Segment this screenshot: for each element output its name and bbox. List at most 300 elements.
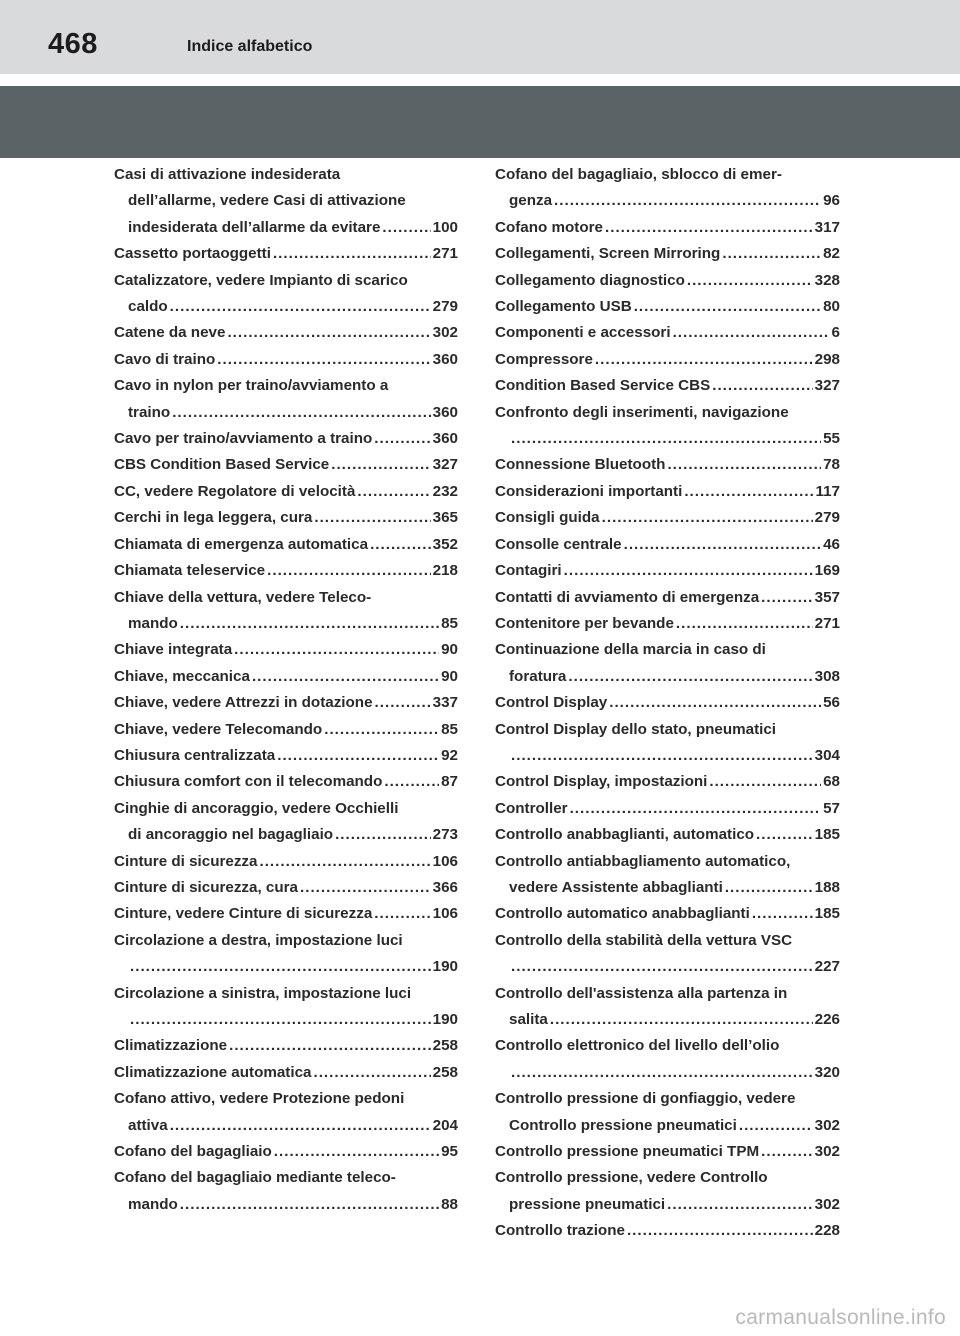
index-entry-page: 46 — [823, 535, 840, 553]
leader-dots — [170, 294, 431, 320]
leader-dots — [274, 1139, 439, 1165]
index-entry-line — [114, 1033, 458, 1059]
index-entry — [114, 505, 458, 531]
index-entry-text: Collegamento USB — [495, 298, 632, 316]
index-entry — [495, 505, 840, 531]
leader-dots — [300, 875, 431, 901]
leader-dots — [370, 532, 431, 558]
index-entry-continuation — [114, 294, 458, 320]
index-entry-page: 302 — [814, 1116, 840, 1134]
index-entry-line — [114, 505, 458, 531]
index-entry-line — [114, 796, 458, 822]
leader-dots — [752, 901, 813, 927]
index-entry-line — [114, 268, 458, 294]
index-entry — [495, 769, 840, 795]
index-entry-continuation — [495, 664, 840, 690]
leader-dots — [180, 611, 439, 637]
index-entry — [495, 162, 840, 215]
index-entry-line — [114, 901, 458, 927]
leader-dots — [172, 400, 430, 426]
index-entry — [495, 452, 840, 478]
index-entry-page: 227 — [814, 958, 840, 976]
leader-dots — [564, 558, 813, 584]
leader-dots — [384, 769, 439, 795]
index-entry-page: 328 — [814, 271, 840, 289]
index-entry-page: 68 — [823, 773, 840, 791]
index-entry-text: Controllo anabbaglianti, automatico — [495, 826, 755, 844]
index-entry-line — [495, 611, 840, 637]
index-entry — [495, 928, 840, 981]
index-entry-line — [495, 400, 840, 426]
index-entry-text: Control Display — [495, 694, 608, 712]
index-entry-line — [114, 426, 458, 452]
index-entry-page: 90 — [441, 667, 458, 685]
index-entry — [495, 373, 840, 399]
leader-dots — [252, 664, 439, 690]
leader-dots — [170, 1113, 431, 1139]
index-entry-line — [495, 796, 840, 822]
index-entry-page: 258 — [432, 1037, 458, 1055]
index-entry — [114, 1086, 458, 1139]
index-entry-text: Catalizzatore, vedere Impianto di scarico — [114, 271, 408, 289]
leader-dots — [624, 532, 821, 558]
index-entry-text: Controllo pressione di gonfiaggio, vedere — [495, 1090, 796, 1108]
page-number: 468 — [48, 28, 98, 60]
index-entry — [114, 717, 458, 743]
index-entry-page: 360 — [432, 350, 458, 368]
index-entry-page: 188 — [814, 878, 840, 896]
index-entry — [114, 373, 458, 426]
index-entry-text: Contagiri — [495, 562, 562, 580]
index-entry-text: indesiderata dell’allarme da evitare — [128, 218, 381, 236]
index-entry-text: CBS Condition Based Service — [114, 456, 330, 474]
index-entry-text: Collegamenti, Screen Mirroring — [495, 245, 721, 263]
index-entry-text: Controllo trazione — [495, 1222, 625, 1240]
index-entry-line — [495, 1033, 840, 1059]
index-entry-text: Control Display, impostazioni — [495, 773, 708, 791]
index-entry-line — [114, 1139, 458, 1165]
index-entry-line — [495, 901, 840, 927]
leader-dots — [314, 505, 430, 531]
leader-dots — [259, 849, 430, 875]
index-entry-text: Chiusura comfort con il telecomando — [114, 773, 383, 791]
index-entry-text: Cofano motore — [495, 218, 603, 236]
index-entry — [495, 717, 840, 770]
leader-dots — [602, 505, 813, 531]
leader-dots — [687, 268, 813, 294]
leader-dots — [313, 1060, 430, 1086]
index-entry-page: 327 — [432, 456, 458, 474]
index-entry — [114, 241, 458, 267]
leader-dots — [130, 954, 431, 980]
index-entry-page: 258 — [432, 1063, 458, 1081]
index-entry — [114, 1165, 458, 1218]
index-entry-line — [114, 743, 458, 769]
index-entry-line — [495, 505, 840, 531]
index-entry-text: Cassetto portaoggetti — [114, 245, 271, 263]
index-entry-text: Climatizzazione — [114, 1037, 228, 1055]
index-entry-page: 90 — [441, 641, 458, 659]
index-entry-line — [114, 241, 458, 267]
leader-dots — [331, 452, 430, 478]
index-entry-text: Circolazione a destra, impostazione luci — [114, 931, 403, 949]
index-entry — [114, 928, 458, 981]
index-entry-text: Collegamento diagnostico — [495, 271, 685, 289]
leader-dots — [761, 1139, 813, 1165]
index-entry-line — [495, 452, 840, 478]
leader-dots — [568, 664, 812, 690]
leader-dots — [739, 1113, 813, 1139]
index-entry-continuation — [114, 822, 458, 848]
index-entry-page: 100 — [432, 218, 458, 236]
leader-dots — [634, 294, 821, 320]
index-entry — [114, 875, 458, 901]
index-entry-text: Cofano del bagagliaio — [114, 1143, 272, 1161]
index-entry-page: 190 — [432, 1011, 458, 1028]
index-entry-line — [495, 981, 840, 1007]
index-entry-text: Cavo per traino/avviamento a traino — [114, 430, 373, 448]
index-entry — [495, 479, 840, 505]
header-gap — [0, 74, 960, 86]
index-entry-text: Chiave, vedere Telecomando — [114, 720, 323, 738]
index-entry-text: Cavo in nylon per traino/avviamento a — [114, 377, 389, 395]
index-entry-line — [495, 1086, 840, 1112]
index-entry-page: 96 — [823, 192, 840, 210]
index-entry-page: 304 — [814, 746, 840, 764]
index-entry-text: pressione pneumatici — [509, 1195, 666, 1213]
index-entry — [114, 901, 458, 927]
index-entry — [114, 1060, 458, 1086]
index-entry — [495, 981, 840, 1034]
index-entry — [114, 1139, 458, 1165]
index-entry — [495, 849, 840, 902]
index-entry-line — [114, 690, 458, 716]
index-entry-text: Catene da neve — [114, 324, 226, 342]
index-entry-text: traino — [128, 403, 171, 421]
index-entry-continuation — [114, 1007, 458, 1033]
index-entry-text: Climatizzazione automatica — [114, 1063, 312, 1081]
index-entry — [114, 637, 458, 663]
index-entry-text: foratura — [509, 667, 567, 685]
leader-dots — [130, 1007, 431, 1033]
index-entry-text: Confronto degli inserimenti, navigazione — [495, 403, 789, 421]
index-entry-text: Chiave, vedere Attrezzi in dotazione — [114, 694, 373, 712]
index-entry-continuation — [114, 215, 458, 241]
index-entry-text: mando — [128, 1195, 178, 1213]
index-entry — [495, 637, 840, 690]
index-entry — [495, 1218, 840, 1244]
index-entry-line — [114, 981, 458, 1007]
index-entry — [114, 1033, 458, 1059]
index-entry-continuation — [495, 954, 840, 980]
index-entry-page: 228 — [814, 1222, 840, 1240]
index-entry-page: 302 — [814, 1195, 840, 1213]
leader-dots — [676, 611, 813, 637]
leader-dots — [722, 241, 821, 267]
leader-dots — [667, 452, 821, 478]
index-entry — [114, 849, 458, 875]
index-entry-page: 106 — [432, 852, 458, 870]
index-entry-text: vedere Assistente abbaglianti — [509, 878, 723, 896]
index-entry — [495, 611, 840, 637]
index-entry-page: 279 — [432, 298, 458, 316]
index-entry-line — [114, 452, 458, 478]
index-entry — [495, 1165, 840, 1218]
index-entry-page: 6 — [831, 324, 840, 342]
index-entry-line — [114, 479, 458, 505]
index-entry-text: Chiave integrata — [114, 641, 233, 659]
leader-dots — [511, 743, 813, 769]
index-entry-text: Considerazioni importanti — [495, 482, 683, 500]
index-entry-text: dell’allarme, vedere Casi di attivazione — [128, 192, 406, 210]
index-entry-page: 365 — [432, 509, 458, 527]
index-entry-line — [495, 928, 840, 954]
index-entry-page: 57 — [823, 799, 840, 817]
leader-dots — [229, 1033, 431, 1059]
index-entry-text: Consigli guida — [495, 509, 600, 527]
index-entry-continuation — [114, 1113, 458, 1139]
leader-dots — [375, 690, 431, 716]
index-entry-text: Controllo della stabilità della vettura VSC — [495, 931, 793, 949]
index-entry-line — [495, 1139, 840, 1165]
leader-dots — [357, 479, 430, 505]
leader-dots — [609, 690, 821, 716]
index-entry-text: Cinture, vedere Cinture di sicurezza — [114, 905, 373, 923]
index-entry-line — [495, 320, 840, 346]
index-entry-page: 185 — [814, 905, 840, 923]
index-entry-page: 95 — [441, 1143, 458, 1161]
leader-dots — [324, 717, 439, 743]
index-entry — [495, 1086, 840, 1139]
index-entry-text: Connessione Bluetooth — [495, 456, 666, 474]
index-entry-page: 279 — [814, 509, 840, 527]
index-entry-page: 85 — [441, 720, 458, 738]
index-entry — [114, 664, 458, 690]
index-entry-page: 82 — [823, 245, 840, 263]
index-entry-page: 273 — [432, 826, 458, 844]
index-entry-line — [495, 532, 840, 558]
index-entry-text: Consolle centrale — [495, 535, 622, 553]
index-entry-text: attiva — [128, 1116, 168, 1134]
index-entry-line — [495, 637, 840, 663]
index-entry-text: Cinture di sicurezza, cura — [114, 878, 298, 896]
index-entry-page: 78 — [823, 456, 840, 474]
index-entry-page: 88 — [441, 1195, 458, 1213]
index-entry-line — [495, 849, 840, 875]
index-entry — [114, 585, 458, 638]
index-entry-line — [495, 558, 840, 584]
leader-dots — [595, 347, 813, 373]
index-entry-text: Cofano attivo, vedere Protezione pedoni — [114, 1090, 405, 1108]
index-entry-text: Casi di attivazione indesiderata — [114, 166, 341, 183]
index-entry-page: 302 — [432, 324, 458, 342]
index-entry — [114, 532, 458, 558]
index-entry-text: Contatti di avviamento di emergenza — [495, 588, 760, 606]
index-column-left — [114, 162, 458, 1218]
index-entry-continuation — [495, 875, 840, 901]
index-entry-line — [114, 849, 458, 875]
index-entry-page: 218 — [432, 562, 458, 580]
index-entry-page: 87 — [441, 773, 458, 791]
index-entry-line — [114, 558, 458, 584]
index-entry-page: 271 — [432, 245, 458, 263]
index-entry-continuation — [114, 400, 458, 426]
index-entry-continuation — [495, 1113, 840, 1139]
index-entry-text: Controller — [495, 799, 568, 817]
index-entry-line — [495, 769, 840, 795]
index-entry-continuation — [114, 611, 458, 637]
index-entry-line — [495, 268, 840, 294]
section-title: Indice alfabetico — [187, 38, 313, 55]
index-entry-line — [495, 241, 840, 267]
index-entry-text: mando — [128, 614, 178, 632]
leader-dots — [712, 373, 812, 399]
index-entry-page: 308 — [814, 667, 840, 685]
index-entry-line — [114, 1165, 458, 1191]
index-entry — [114, 452, 458, 478]
leader-dots — [273, 241, 431, 267]
index-entry-text: Chiamata teleservice — [114, 562, 266, 580]
index-entry — [495, 585, 840, 611]
leader-dots — [511, 426, 821, 452]
index-entry-text: Compressore — [495, 350, 593, 368]
index-entry-text: Chiave della vettura, vedere Teleco- — [114, 588, 372, 606]
index-entry-text: Controllo elettronico del livello dell’olio — [495, 1037, 780, 1055]
index-entry — [495, 796, 840, 822]
index-entry — [114, 796, 458, 849]
leader-dots — [382, 215, 430, 241]
index-entry-line — [114, 532, 458, 558]
leader-dots — [180, 1192, 439, 1218]
leader-dots — [227, 320, 430, 346]
index-entry-line — [114, 664, 458, 690]
index-entry-text: CC, vedere Regolatore di velocità — [114, 482, 356, 500]
index-entry-text: Controllo dell'assistenza alla partenza in — [495, 984, 788, 1002]
index-entry-text: Cofano del bagagliaio, sblocco di emer- — [495, 166, 782, 183]
index-entry — [495, 268, 840, 294]
index-entry-text: salita — [509, 1011, 548, 1028]
leader-dots — [511, 1060, 813, 1086]
leader-dots — [374, 901, 430, 927]
index-entry-line — [495, 294, 840, 320]
leader-dots — [550, 1007, 813, 1033]
index-entry-page: 360 — [432, 430, 458, 448]
index-entry-line — [495, 690, 840, 716]
index-entry-line — [114, 162, 458, 188]
index-entry-line — [114, 347, 458, 373]
index-entry-page: 117 — [815, 482, 840, 500]
index-entry-line — [495, 162, 840, 188]
leader-dots — [605, 215, 813, 241]
index-entry-page: 185 — [814, 826, 840, 844]
leader-dots — [725, 875, 813, 901]
index-entry — [495, 215, 840, 241]
index-entry — [495, 241, 840, 267]
index-entry-text: Chiusura centralizzata — [114, 746, 276, 764]
index-entry-page: 55 — [823, 430, 840, 448]
leader-dots — [627, 1218, 813, 1244]
index-entry-text: Cofano del bagagliaio mediante teleco- — [114, 1169, 396, 1187]
leader-dots — [234, 637, 439, 663]
leader-dots — [673, 320, 830, 346]
index-entry-line — [495, 215, 840, 241]
index-entry-page: 271 — [814, 614, 840, 632]
index-entry-text: Cerchi in lega leggera, cura — [114, 509, 313, 527]
index-entry-continuation — [114, 954, 458, 980]
leader-dots — [667, 1192, 813, 1218]
index-entry-page: 337 — [432, 694, 458, 712]
index-entry — [114, 558, 458, 584]
index-entry-page: 302 — [814, 1143, 840, 1161]
index-entry-text: Cinture di sicurezza — [114, 852, 258, 870]
index-entry-page: 190 — [432, 958, 458, 976]
index-entry-page: 366 — [432, 878, 458, 896]
index-entry — [495, 320, 840, 346]
index-entry — [495, 1033, 840, 1086]
index-entry-line — [114, 928, 458, 954]
index-column-right — [495, 162, 840, 1245]
index-entry-text: Controllo antiabbagliamento automatico, — [495, 852, 791, 870]
index-entry-page: 298 — [814, 350, 840, 368]
index-entry-line — [495, 1165, 840, 1191]
index-entry-page: 327 — [814, 377, 840, 395]
index-entry-continuation — [495, 426, 840, 452]
index-entry-line — [114, 320, 458, 346]
index-entry-line — [114, 717, 458, 743]
index-entry — [114, 426, 458, 452]
index-entry — [114, 268, 458, 321]
leader-dots — [217, 347, 430, 373]
index-entry — [114, 690, 458, 716]
index-entry-text: Controllo pressione pneumatici — [509, 1116, 737, 1134]
leader-dots — [554, 188, 821, 214]
index-entry-page: 169 — [814, 562, 840, 580]
index-entry-line — [495, 373, 840, 399]
index-entry — [114, 743, 458, 769]
index-entry-text: di ancoraggio nel bagagliaio — [128, 826, 334, 844]
index-entry-continuation — [114, 188, 458, 214]
index-entry-page: 80 — [823, 298, 840, 316]
index-entry-continuation — [495, 743, 840, 769]
index-entry-page: 320 — [814, 1063, 840, 1081]
leader-dots — [570, 796, 822, 822]
index-entry-page: 92 — [441, 746, 458, 764]
index-entry — [114, 769, 458, 795]
index-entry-text: Controllo pressione pneumatici TPM — [495, 1143, 760, 1161]
index-entry-continuation — [495, 188, 840, 214]
index-entry-text: Controllo pressione, vedere Controllo — [495, 1169, 768, 1187]
index-entry-line — [495, 717, 840, 743]
header-bar — [0, 0, 960, 74]
index-entry — [114, 981, 458, 1034]
leader-dots — [374, 426, 430, 452]
index-entry-text: Componenti e accessori — [495, 324, 671, 342]
index-entry-text: Circolazione a sinistra, impostazione luci — [114, 984, 412, 1002]
index-entry-text: Continuazione della marcia in caso di — [495, 641, 766, 659]
index-entry-line — [495, 1218, 840, 1244]
leader-dots — [267, 558, 431, 584]
index-entry-continuation — [495, 1007, 840, 1033]
index-entry-text: Controllo automatico anabbaglianti — [495, 905, 750, 923]
index-entry — [495, 901, 840, 927]
index-entry-text: genza — [509, 192, 553, 210]
leader-dots — [761, 585, 813, 611]
index-entry-page: 232 — [432, 482, 458, 500]
index-entry-text: Control Display dello stato, pneumatici — [495, 720, 777, 738]
index-entry-line — [114, 875, 458, 901]
index-entry-page: 85 — [441, 614, 458, 632]
leader-dots — [277, 743, 439, 769]
